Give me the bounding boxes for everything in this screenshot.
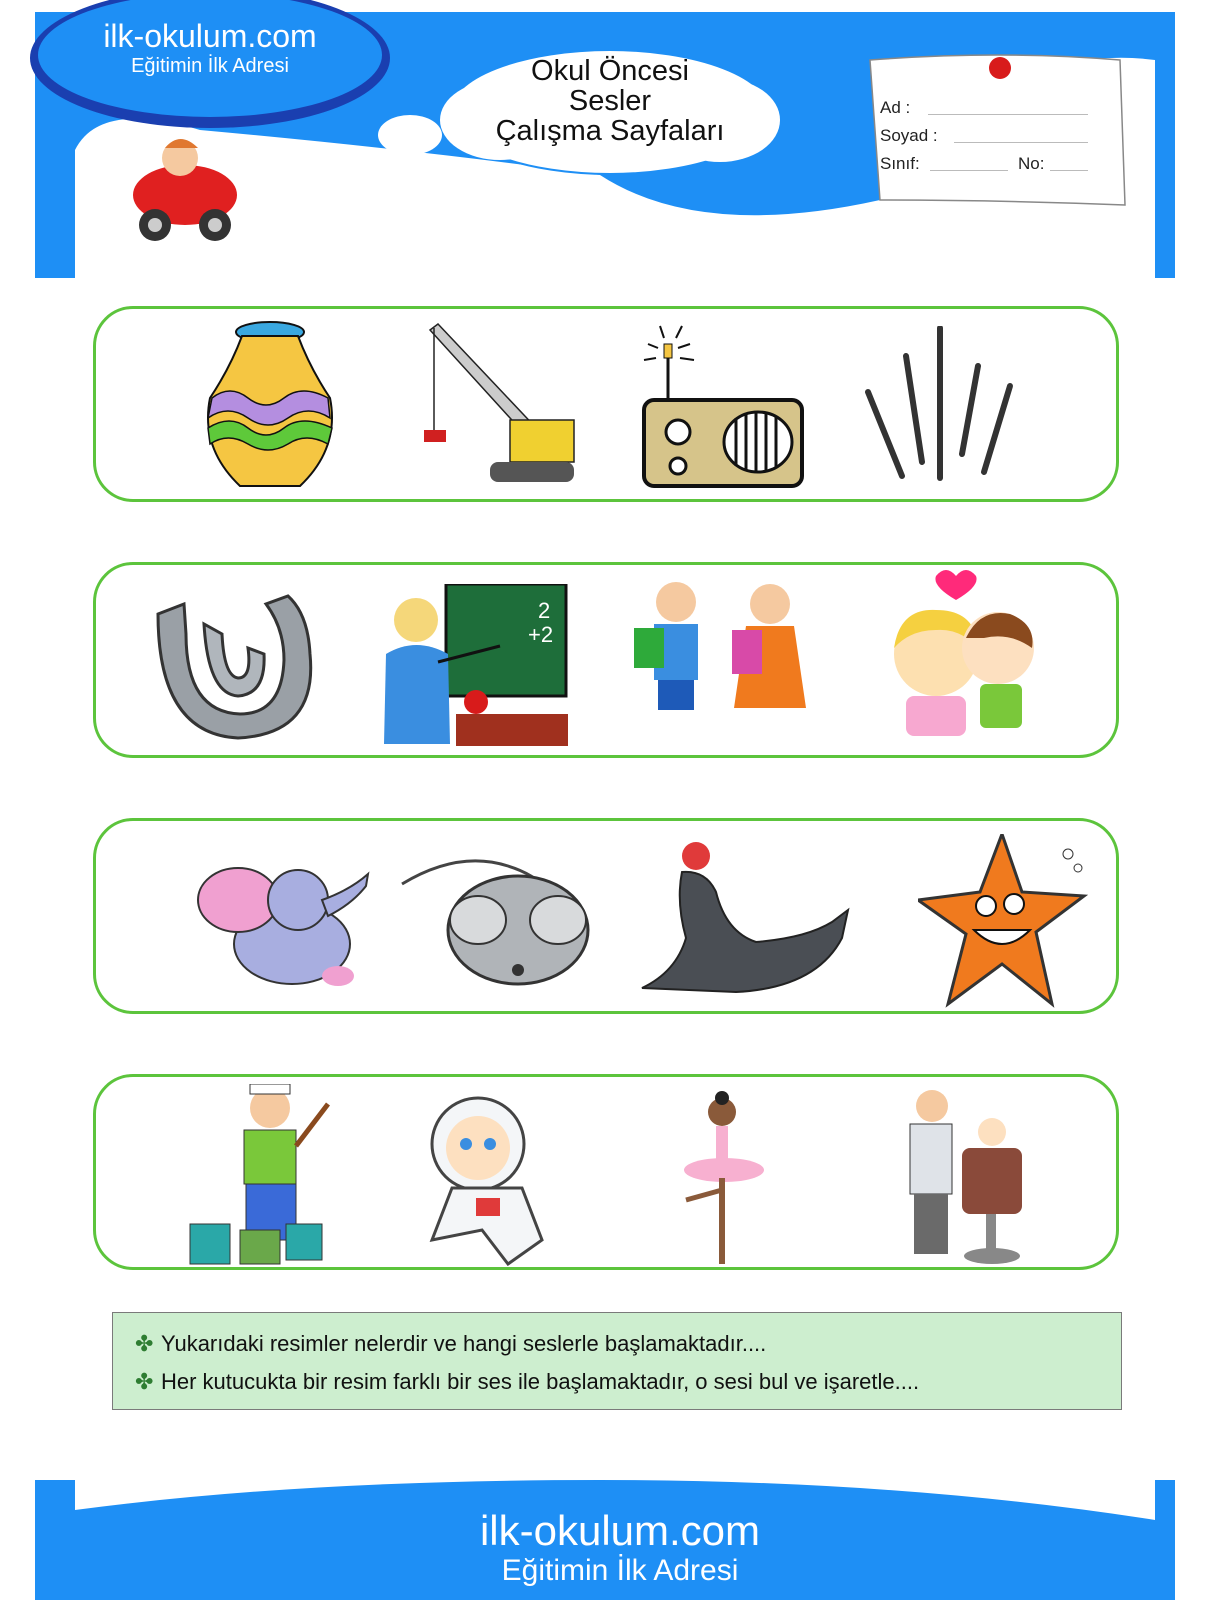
instruction-2-text: Her kutucukta bir resim farklı bir ses ile başlamaktadır, o sesi bul ve işaretle.... bbox=[161, 1369, 920, 1394]
vase-icon[interactable] bbox=[200, 318, 340, 490]
name-card bbox=[878, 90, 1118, 190]
ad-field[interactable] bbox=[928, 92, 1088, 115]
crane-icon[interactable] bbox=[420, 322, 580, 490]
no-label: No: bbox=[1018, 154, 1045, 173]
header-site-name[interactable]: ilk-okulum.com bbox=[103, 18, 317, 54]
title-line-2: Sesler bbox=[568, 85, 652, 117]
soyad-label: Soyad : bbox=[880, 126, 938, 145]
ballerina-icon[interactable] bbox=[676, 1090, 768, 1266]
sinif-label: Sınıf: bbox=[880, 154, 920, 173]
instructions-box bbox=[112, 1312, 1122, 1410]
radio-icon[interactable] bbox=[640, 320, 812, 490]
title-line-3: Çalışma Sayfaları bbox=[495, 115, 725, 147]
header-tagline: Eğitimin İlk Adresi bbox=[131, 55, 289, 77]
starfish-icon[interactable] bbox=[918, 834, 1088, 1014]
svg-text:2: 2 bbox=[538, 598, 551, 623]
students-icon[interactable] bbox=[620, 578, 840, 748]
teacher-icon[interactable] bbox=[368, 584, 568, 748]
sinif-field[interactable] bbox=[930, 148, 1008, 171]
seal-icon[interactable] bbox=[636, 842, 852, 994]
astronaut-icon[interactable] bbox=[412, 1090, 578, 1266]
screws-icon[interactable] bbox=[860, 326, 1030, 486]
instruction-2 bbox=[135, 1369, 919, 1395]
ad-label: Ad : bbox=[880, 98, 911, 117]
svg-text:+2: +2 bbox=[528, 622, 554, 647]
horseshoe-icon[interactable] bbox=[148, 584, 320, 744]
elephant-icon[interactable] bbox=[182, 860, 372, 990]
car-mascot-icon bbox=[133, 139, 237, 241]
clover-bullet-icon: ✤ bbox=[135, 1369, 154, 1394]
footer-site-name[interactable]: ilk-okulum.com bbox=[479, 1507, 761, 1554]
header-brand bbox=[55, 18, 365, 78]
soyad-field[interactable] bbox=[954, 120, 1088, 143]
footer-brand bbox=[380, 1508, 860, 1588]
instruction-1 bbox=[135, 1331, 766, 1357]
barber-icon[interactable] bbox=[896, 1084, 1036, 1270]
mouse-icon[interactable] bbox=[398, 850, 598, 996]
no-field[interactable] bbox=[1050, 148, 1088, 171]
kissing-kids-icon[interactable] bbox=[880, 568, 1048, 750]
title-line-1: Okul Öncesi bbox=[531, 55, 689, 87]
worksheet-title bbox=[470, 56, 750, 146]
painter-icon[interactable] bbox=[186, 1084, 356, 1266]
instruction-1-text: Yukarıdaki resimler nelerdir ve hangi seslerle başlamaktadır.... bbox=[161, 1331, 767, 1356]
clover-bullet-icon: ✤ bbox=[135, 1331, 154, 1356]
footer-tagline: Eğitimin İlk Adresi bbox=[501, 1554, 739, 1587]
